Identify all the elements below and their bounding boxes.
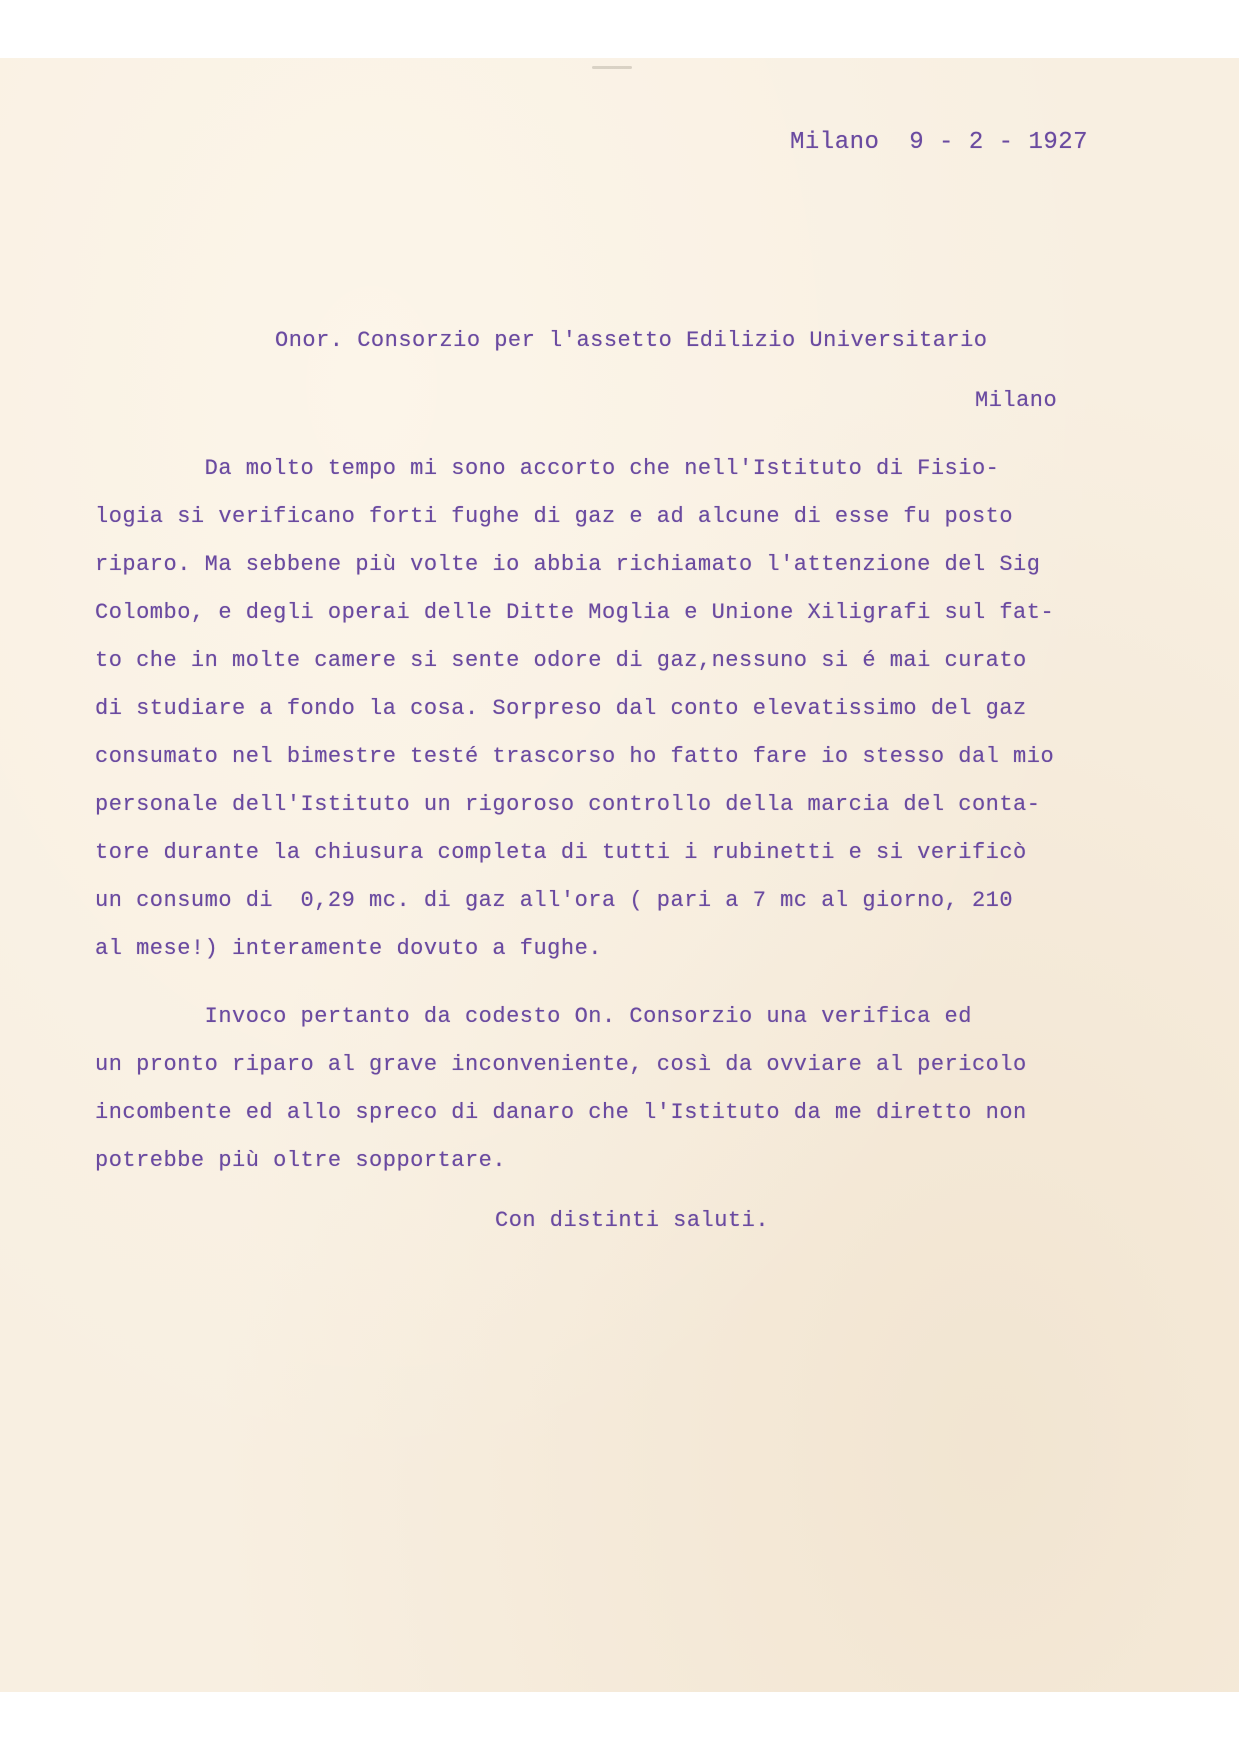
text-line: tore durante la chiusura completa di tutti i rubinetti e si verificò: [95, 840, 1027, 865]
letter-sheet: [0, 58, 1239, 1692]
paper-smudge: [592, 66, 632, 69]
text-line: personale dell'Istituto un rigoroso controllo della marcia del conta-: [95, 792, 1041, 817]
text-line: Invoco pertanto da codesto On. Consorzio una verifica ed: [95, 1004, 972, 1029]
text-line: riparo. Ma sebbene più volte io abbia richiamato l'attenzione del Sig: [95, 552, 1041, 577]
text-line: di studiare a fondo la cosa. Sorpreso dal conto elevatissimo del gaz: [95, 696, 1027, 721]
text-line: un pronto riparo al grave inconveniente, così da ovviare al pericolo: [95, 1052, 1027, 1077]
addressee-city: Milano: [975, 388, 1058, 413]
text-line: consumato nel bimestre testé trascorso ho fatto fare io stesso dal mio: [95, 744, 1055, 769]
letter-closing: Con distinti saluti.: [495, 1208, 770, 1233]
letter-addressee: Onor. Consorzio per l'assetto Edilizio Universitario: [275, 328, 988, 353]
text-line: potrebbe più oltre sopportare.: [95, 1148, 507, 1173]
letter-date: Milano 9 - 2 - 1927: [790, 129, 1089, 156]
text-line: Colombo, e degli operai delle Ditte Moglia e Unione Xiligrafi sul fat-: [95, 600, 1055, 625]
text-line: incombente ed allo spreco di danaro che l'Istituto da me diretto non: [95, 1100, 1027, 1125]
text-line: al mese!) interamente dovuto a fughe.: [95, 936, 602, 961]
text-line: Da molto tempo mi sono accorto che nell'Istituto di Fisio-: [95, 456, 1000, 481]
text-line: un consumo di 0,29 mc. di gaz all'ora ( pari a 7 mc al giorno, 210: [95, 888, 1014, 913]
text-line: to che in molte camere si sente odore di gaz,nessuno si é mai curato: [95, 648, 1027, 673]
text-line: logia si verificano forti fughe di gaz e ad alcune di esse fu posto: [95, 504, 1014, 529]
